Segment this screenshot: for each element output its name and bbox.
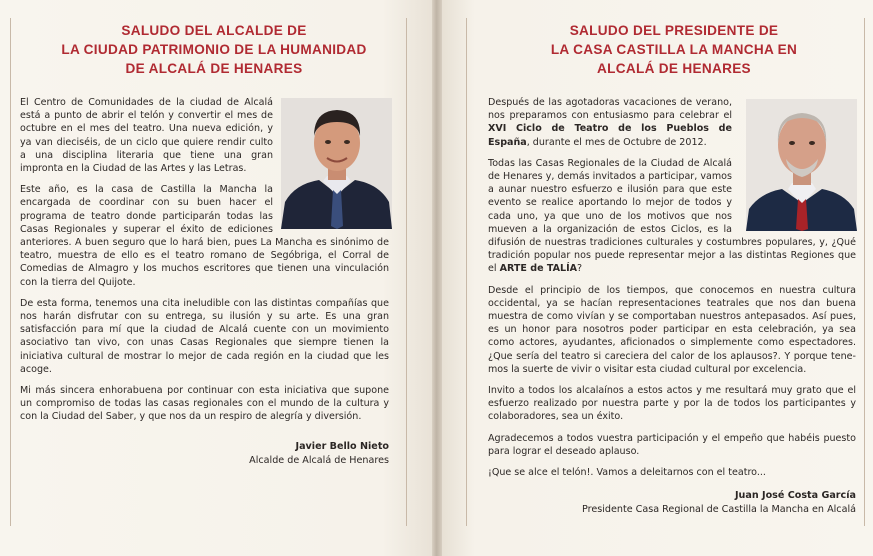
president-name: Juan José Costa García [734, 490, 856, 501]
book-gutter [432, 0, 442, 556]
right-page-margin-rule [864, 18, 865, 526]
right-paragraph-6: ¡Que se alce el telón!. Vamos a deleitarnos con el teatro... [488, 467, 766, 479]
left-title-line-3: DE ALCALÁ DE HENARES [125, 61, 303, 76]
mayor-role: Alcalde de Alcalá de Henares [249, 455, 389, 466]
president-role: Presidente Casa Regional de Castilla la Mancha en Alcalá [581, 504, 856, 515]
right-page-title [478, 21, 870, 78]
right-title-line-2: LA CASA CASTILLA LA MANCHA EN [550, 42, 798, 57]
right-photo-spacer [732, 96, 856, 234]
right-paragraph-4: Invito a todos los alcalaínos a estos actos y me resultará muy grato que el esfuerzo realizado por nuestra parte y por la de todos los participantes y colaboradores, sea un éxito. [488, 385, 856, 423]
left-title-line-2: LA CIUDAD PATRIMONIO DE LA HUMANIDAD [61, 42, 367, 57]
mayor-name: Javier Bello Nieto [295, 441, 389, 452]
right-body-text [488, 96, 856, 487]
right-signature [560, 489, 856, 517]
left-body-text [20, 96, 389, 432]
right-p2-text-a: Todas las Casas Regionales de la Ciudad de Alcalá de Henares y, demás invitados a participar, vamos a aunar nuestro esfuerzo e ilusión para que este evento se realice aportando lo mejor de todos y cada uno, ya que uno de los motivos que nos mueven a la organización de estos Ciclos, es la difusión de nuestras tradiciones culturales y costumbres populares, y, ¿Qué tradición popular nos puede representar mejor a las distintas Regiones que el [488, 157, 856, 275]
right-title-line-3: ALCALÁ DE HENARES [597, 61, 751, 76]
left-paragraph-2: Este año, es la casa de Castilla la Mancha la encargada de coordinar con su buen hacer el programa de teatro donde participarán todas las Casas Regionales y superar el éxito de ediciones anteriores. A buen seguro que lo hará bien, pues La Mancha es sinónimo de teatro, muestra de ello es el teatro romano de Segóbriga, el Corral de Comedias de Almagro y los muchos escritores que tienen una vinculación con la tierra del Quijote. [20, 184, 389, 288]
left-page-title [20, 21, 408, 78]
right-page-inner-rule [466, 18, 467, 526]
left-page-inner-rule [406, 18, 407, 526]
right-p2-text-b: ? [577, 263, 583, 275]
right-paragraph-5: Agradecemos a todos vuestra participación y el empeño que habéis puesto para lograr el deseado aplauso. [488, 432, 856, 457]
left-signature [160, 440, 389, 468]
left-paragraph-1: El Centro de Comunidades de la ciudad de Alcalá está a punto de abrir el telón y convertir el mes de octubre en el mes del teatro. Una nueva edición, y ya van dieciséis, de un ciclo que quiere rendir culto a una disciplina literaria que tiene una gran impronta en la Ciudad de las Artes y las Letras. [20, 97, 273, 175]
right-title-line-1: SALUDO DEL PRESIDENTE DE [569, 23, 779, 38]
arte-de-talia-bold: ARTE de TALÍA [499, 263, 578, 275]
left-title-line-1: SALUDO DEL ALCALDE DE [121, 23, 307, 38]
left-paragraph-3: De esta forma, tenemos una cita ineludible con las distintas compañías que nos harán disfrutar con su entrega, su ilusión y su arte. Es una gran satisfacción para mí que la ciudad de Alcalá cuente con un movimiento asociativo tan vivo, con unas Casas Regionales que siempre tienen la iniciativa cultural de mostrar lo mejor de cada región en la ciudad que les acoge. [20, 297, 389, 375]
left-photo-spacer [273, 96, 389, 232]
right-paragraph-3: Desde el principio de los tiempos, que conocemos en nuestra cultura occidental, ya se hacían representaciones teatrales que nos dan buena muestra de como vivían y se comportaban nuestros antepasados. Así pues, es un honor para nosotros poder participar en esta celebración, ya sea como actores, ayudantes, aficionados o simplemente como espectadores. ¿Que sería del teatro si careciera del calor de los aplausos?. Y porque tene-mos la suerte de vivir o visitar esta ciudad cultural por excelencia. [488, 284, 856, 375]
right-p1-text-b: , durante el mes de Octubre de 2012. [526, 136, 707, 148]
right-p1-text-a: Después de las agotadoras vacaciones de verano, nos preparamos con entusiasmo para celebrar el [488, 97, 732, 122]
cycle-title-bold: XVI Ciclo de Teatro de los Pueblos de España [488, 123, 732, 148]
left-page-margin-rule [10, 18, 11, 526]
left-paragraph-4: Mi más sincera enhorabuena por continuar con esta iniciativa que supone un compromiso de todas las casas regionales con el mundo de la cultura y con la Ciudad del Saber, y que nos da un respiro de alegría y diversión. [20, 385, 389, 423]
